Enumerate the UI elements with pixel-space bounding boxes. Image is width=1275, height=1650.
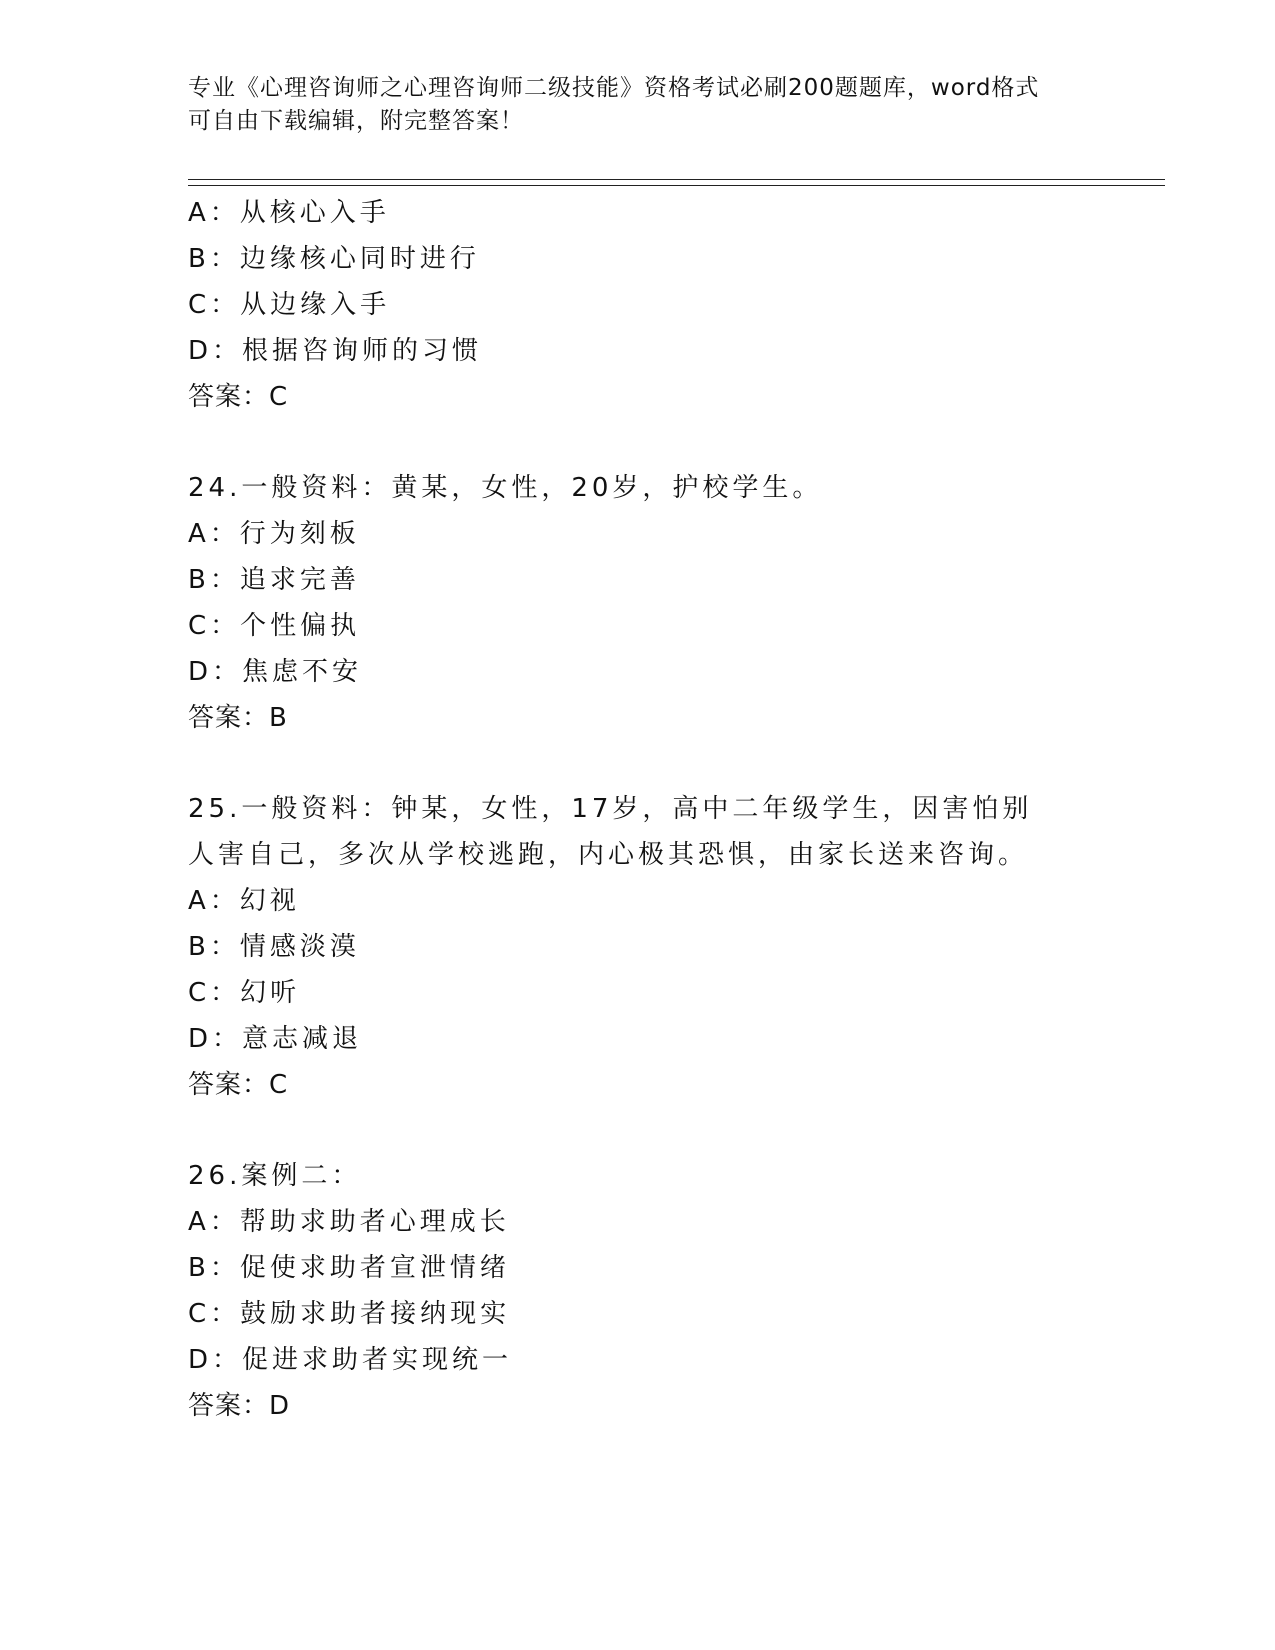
option-a: A：行为刻板	[188, 519, 360, 549]
option-b: B：边缘核心同时进行	[188, 244, 480, 274]
question-stem: 24.一般资料：黄某，女性，20岁，护校学生。	[188, 473, 823, 503]
option-b: B：追求完善	[188, 565, 360, 595]
spacer	[188, 741, 1088, 786]
answer-label: 答案：D	[188, 1391, 291, 1421]
page-header	[188, 72, 1068, 138]
option-d: D：根据咨询师的习惯	[188, 336, 483, 366]
option-d: D：焦虑不安	[188, 657, 363, 687]
spacer	[188, 1108, 1088, 1153]
question-24	[188, 465, 1088, 741]
option-a: A：帮助求助者心理成长	[188, 1207, 510, 1237]
question-stem: 25.一般资料：钟某，女性，17岁，高中二年级学生，因害怕别人害自己，多次从学校逃跑，内心极其恐惧，由家长送来咨询。	[188, 794, 1033, 870]
option-c: C：幻听	[188, 978, 301, 1008]
question-23	[188, 190, 1088, 420]
header-divider-top	[188, 179, 1165, 180]
answer-label: 答案：B	[188, 703, 288, 733]
header-line-1: 专业《心理咨询师之心理咨询师二级技能》资格考试必刷200题题库，word格式	[188, 75, 1040, 101]
header-divider-bottom	[188, 185, 1165, 186]
question-stem: 26.案例二：	[188, 1161, 362, 1191]
header-line-2: 可自由下载编辑，附完整答案！	[188, 108, 524, 134]
option-c: C：个性偏执	[188, 611, 361, 641]
option-b: B：促使求助者宣泄情绪	[188, 1253, 510, 1283]
question-26	[188, 1153, 1088, 1429]
answer-label: 答案：C	[188, 382, 289, 412]
question-list	[188, 190, 1088, 1429]
option-c: C：鼓励求助者接纳现实	[188, 1299, 511, 1329]
answer-label: 答案：C	[188, 1070, 289, 1100]
spacer	[188, 420, 1088, 465]
option-c: C：从边缘入手	[188, 290, 391, 320]
option-a: A：从核心入手	[188, 198, 390, 228]
question-25	[188, 786, 1088, 1108]
option-d: D：意志减退	[188, 1024, 363, 1054]
option-b: B：情感淡漠	[188, 932, 360, 962]
option-a: A：幻视	[188, 886, 300, 916]
option-d: D：促进求助者实现统一	[188, 1345, 513, 1375]
